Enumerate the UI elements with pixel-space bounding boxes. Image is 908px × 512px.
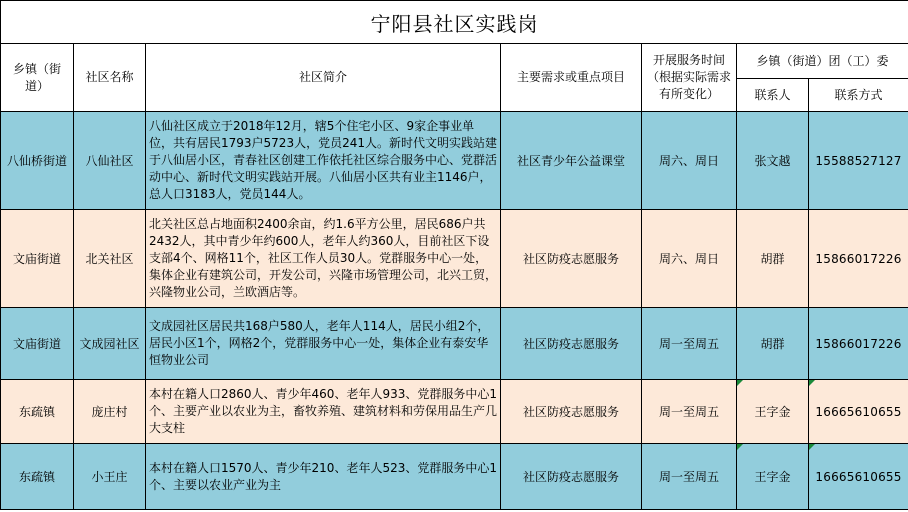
header-contact[interactable]: 联系人 [737, 79, 809, 112]
header-community[interactable]: 社区名称 [74, 44, 146, 112]
header-service-time[interactable]: 开展服务时间（根据实际需求有所变化） [642, 44, 737, 112]
cell-intro[interactable]: 文成园社区居民共168户580人，老年人114人，居民小组2个，居民小区1个，网格2个，党群服务中心一处，集体企业有泰安华恒物业公司 [146, 308, 501, 380]
cell-community[interactable]: 八仙社区 [74, 112, 146, 210]
cell-intro[interactable]: 八仙社区成立于2018年12月，辖5个住宅小区、9家企事业单位，共有居民1793户5723人，党员241人。新时代文明实践站建于八仙居小区，青春社区创建工作依托社区综合服务中心、党群活动中心、新时代文明实践站开展。八仙居小区共有业主1146户，总人口3183人，党员144人。 [146, 112, 501, 210]
cell-needs[interactable]: 社区防疫志愿服务 [501, 380, 642, 444]
cell-phone[interactable]: 15866017226 [809, 210, 908, 308]
cell-phone[interactable]: 16665610655 [809, 380, 908, 444]
cell-service-time[interactable]: 周一至周五 [642, 380, 737, 444]
cell-community[interactable]: 小王庄 [74, 444, 146, 510]
header-town[interactable]: 乡镇（街道） [1, 44, 74, 112]
sheet-title: 宁阳县社区实践岗 [1, 1, 908, 44]
cell-contact[interactable]: 王字金 [737, 380, 809, 444]
cell-needs[interactable]: 社区防疫志愿服务 [501, 308, 642, 380]
table-row [1, 308, 908, 380]
table-row [1, 112, 908, 210]
table-row [1, 210, 908, 308]
cell-phone[interactable]: 16665610655 [809, 444, 908, 510]
cell-town[interactable]: 文庙街道 [1, 210, 74, 308]
cell-intro[interactable]: 北关社区总占地面积2400余亩，约1.6平方公里，居民686户共2432人，其中青少年约600人，老年人约360人，目前社区下设支部4个、网格11个，社区工作人员30人。党群服务中心一处，集体企业有建筑公司，开发公司，兴隆市场管理公司，北兴工贸，兴隆物业公司，兰欧酒店等。 [146, 210, 501, 308]
cell-phone[interactable]: 15866017226 [809, 308, 908, 380]
cell-town[interactable]: 东疏镇 [1, 380, 74, 444]
header-intro[interactable]: 社区简介 [146, 44, 501, 112]
header-needs[interactable]: 主要需求或重点项目 [501, 44, 642, 112]
cell-intro[interactable]: 本村在籍人口1570人、青少年210、老年人523、党群服务中心1个、主要以农业产业为主 [146, 444, 501, 510]
table-row [1, 444, 908, 510]
cell-town[interactable]: 文庙街道 [1, 308, 74, 380]
cell-needs[interactable]: 社区青少年公益课堂 [501, 112, 642, 210]
cell-community[interactable]: 文成园社区 [74, 308, 146, 380]
cell-town[interactable]: 东疏镇 [1, 444, 74, 510]
cell-needs[interactable]: 社区防疫志愿服务 [501, 210, 642, 308]
header-phone[interactable]: 联系方式 [809, 79, 908, 112]
cell-contact[interactable]: 胡群 [737, 210, 809, 308]
cell-contact[interactable]: 胡群 [737, 308, 809, 380]
cell-town[interactable]: 八仙桥街道 [1, 112, 74, 210]
cell-contact[interactable]: 王字金 [737, 444, 809, 510]
cell-community[interactable]: 北关社区 [74, 210, 146, 308]
table-row [1, 380, 908, 444]
cell-community[interactable]: 庞庄村 [74, 380, 146, 444]
header-league-group[interactable]: 乡镇（街道）团（工）委 [737, 44, 908, 79]
cell-service-time[interactable]: 周一至周五 [642, 308, 737, 380]
cell-intro[interactable]: 本村在籍人口2860人、青少年460、老年人933、党群服务中心1个、主要产业以农业为主，畜牧养殖、建筑材料和劳保用品生产几大支柱 [146, 380, 501, 444]
cell-phone[interactable]: 15588527127 [809, 112, 908, 210]
cell-service-time[interactable]: 周六、周日 [642, 210, 737, 308]
cell-service-time[interactable]: 周六、周日 [642, 112, 737, 210]
cell-service-time[interactable]: 周一至周五 [642, 444, 737, 510]
cell-needs[interactable]: 社区防疫志愿服务 [501, 444, 642, 510]
cell-contact[interactable]: 张文越 [737, 112, 809, 210]
